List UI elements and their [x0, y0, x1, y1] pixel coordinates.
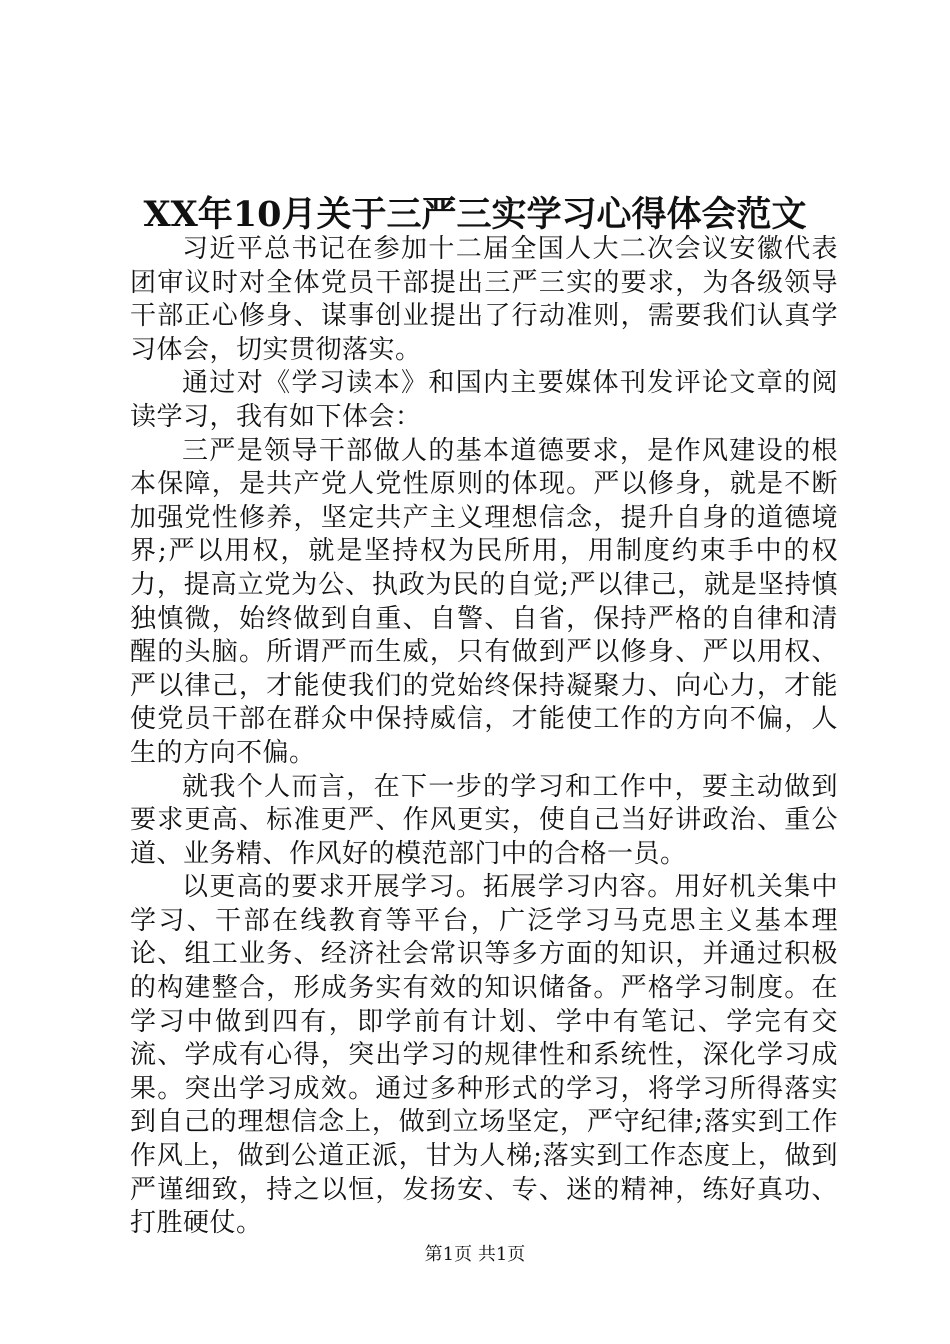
paragraph-1: 习近平总书记在参加十二届全国人大二次会议安徽代表团审议时对全体党员干部提出三严三实的要求，为各级领导干部正心修身、谋事创业提出了行动准则，需要我们认真学习体会，切实贯彻落实。 — [130, 234, 838, 365]
document-body — [130, 233, 838, 1241]
paragraph-5: 以更高的要求开展学习。拓展学习内容。用好机关集中学习、干部在线教育等平台，广泛学习马克思主义基本理论、组工业务、经济社会常识等多方面的知识，并通过积极的构建整合，形成务实有效的知识储备。严格学习制度。在学习中做到四有，即学前有计划、学中有笔记、学完有交流、学成有心得，突出学习的规律性和系统性，深化学习成果。突出学习成效。通过多种形式的学习，将学习所得落实到自己的理想信念上，做到立场坚定，严守纪律;落实到工作作风上，做到公道正派，甘为人梯;落实到工作态度上，做到严谨细致，持之以恒，发扬安、专、迷的精神，练好真功、打胜硬仗。 — [130, 872, 838, 1239]
paragraph-3: 三严是领导干部做人的基本道德要求，是作风建设的根本保障，是共产党人党性原则的体现。严以修身，就是不断加强党性修养，坚定共产主义理想信念，提升自身的道德境界;严以用权，就是坚持权为民所用，用制度约束手中的权力，提高立党为公、执政为民的自觉;严以律己，就是坚持慎独慎微，始终做到自重、自警、自省，保持严格的自律和清醒的头脑。所谓严而生威，只有做到严以修身、严以用权、严以律己，才能使我们的党始终保持凝聚力、向心力，才能使党员干部在群众中保持威信，才能使工作的方向不偏，人生的方向不偏。 — [130, 435, 838, 768]
page-number-footer: 第1页 共1页 — [424, 1244, 526, 1265]
document-title: XX年10月关于三严三实学习心得体会范文 — [143, 194, 807, 236]
paragraph-4: 就我个人而言，在下一步的学习和工作中，要主动做到要求更高、标准更严、作风更实，使自己当好讲政治、重公道、业务精、作风好的模范部门中的合格一员。 — [130, 771, 838, 869]
paragraph-2: 通过对《学习读本》和国内主要媒体刊发评论文章的阅读学习，我有如下体会： — [130, 368, 838, 432]
